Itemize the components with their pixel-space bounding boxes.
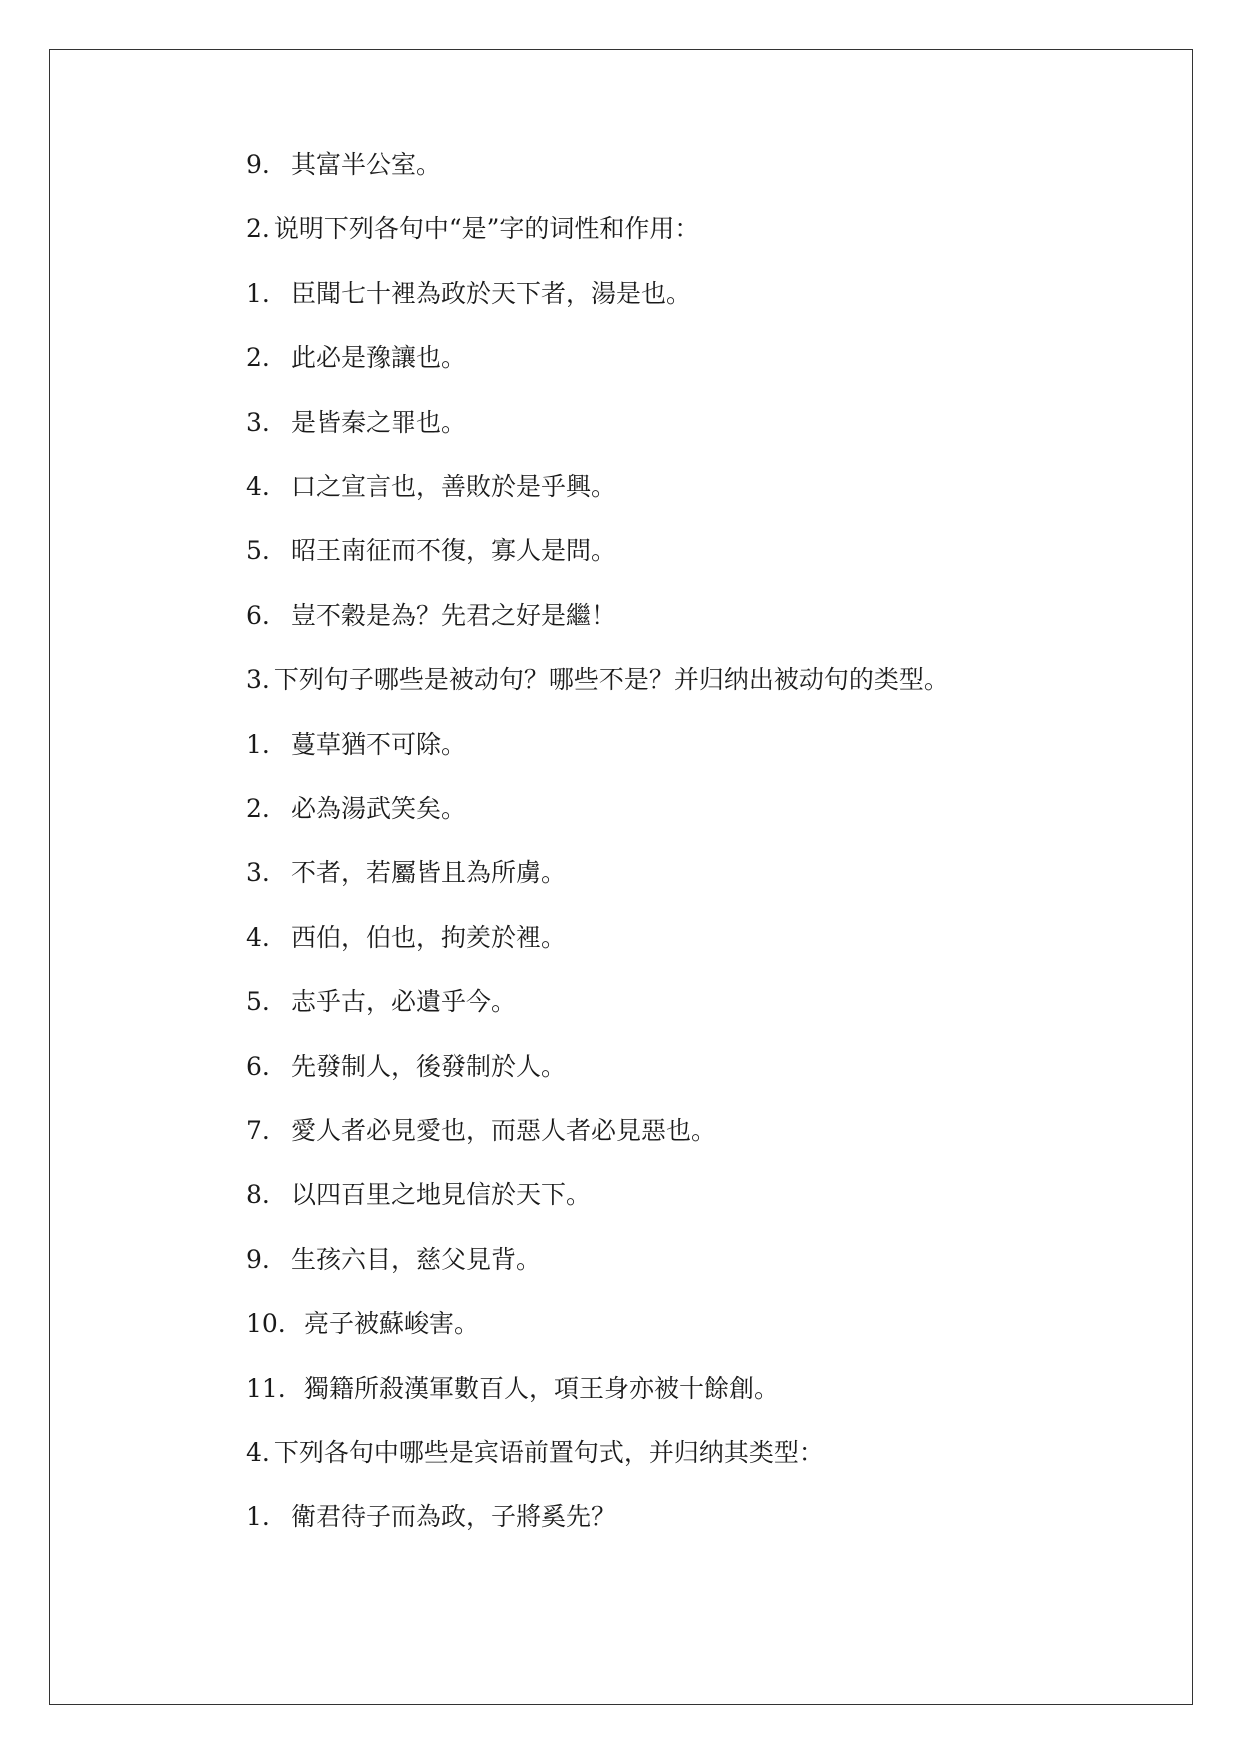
item-text: 西伯，伯也，拘羑於裡。 xyxy=(291,923,567,952)
list-item xyxy=(246,145,441,185)
item-number: 9. xyxy=(246,1245,270,1274)
list-item xyxy=(246,918,566,958)
item-text: 以四百里之地見信於天下。 xyxy=(291,1180,592,1209)
list-item xyxy=(246,853,566,893)
list-item xyxy=(246,1304,479,1344)
item-number: 10. xyxy=(246,1309,286,1338)
item-number: 2. xyxy=(246,343,270,372)
item-text: 豈不穀是為？先君之好是繼！ xyxy=(291,601,617,630)
item-text: 是皆秦之罪也。 xyxy=(291,408,467,437)
list-item xyxy=(246,789,466,829)
list-item xyxy=(246,1497,616,1537)
heading-number: 2. xyxy=(246,214,270,243)
item-text: 生孩六目，慈父見背。 xyxy=(291,1245,542,1274)
section-heading xyxy=(246,1433,824,1473)
page-border xyxy=(49,49,1193,1705)
item-number: 11. xyxy=(246,1374,286,1403)
item-text: 此必是豫讓也。 xyxy=(291,343,467,372)
list-item xyxy=(246,982,516,1022)
list-item xyxy=(246,1369,779,1409)
list-item xyxy=(246,467,616,507)
heading-number: 3. xyxy=(246,665,270,694)
item-number: 3. xyxy=(246,408,270,437)
item-text: 蔓草猶不可除。 xyxy=(291,730,467,759)
item-text: 不者，若屬皆且為所虜。 xyxy=(291,858,567,887)
list-item xyxy=(246,403,466,443)
item-number: 5. xyxy=(246,987,270,1016)
document-body xyxy=(50,50,1192,1704)
item-text: 昭王南征而不復，寡人是問。 xyxy=(291,536,617,565)
item-number: 2. xyxy=(246,794,270,823)
item-number: 8. xyxy=(246,1180,270,1209)
item-number: 6. xyxy=(246,1052,270,1081)
item-number: 5. xyxy=(246,536,270,565)
list-item xyxy=(246,338,466,378)
item-number: 4. xyxy=(246,923,270,952)
item-text: 衛君待子而為政，子將奚先？ xyxy=(291,1502,617,1531)
heading-text: 下列句子哪些是被动句？哪些不是？并归纳出被动句的类型。 xyxy=(273,665,949,694)
item-number: 1. xyxy=(246,1502,270,1531)
list-item xyxy=(246,1240,541,1280)
list-item xyxy=(246,1047,566,1087)
heading-text: 说明下列各句中“是”字的词性和作用： xyxy=(273,214,700,243)
item-text: 志乎古，必遺乎今。 xyxy=(291,987,517,1016)
section-heading xyxy=(246,209,699,249)
list-item xyxy=(246,1111,716,1151)
item-number: 3. xyxy=(246,858,270,887)
item-text: 口之宣言也，善敗於是乎興。 xyxy=(291,472,617,501)
item-text: 先發制人，後發制於人。 xyxy=(291,1052,567,1081)
item-number: 7. xyxy=(246,1116,270,1145)
heading-number: 4. xyxy=(246,1438,270,1467)
list-item xyxy=(246,725,466,765)
item-text: 獨籍所殺漢軍數百人，項王身亦被十餘創。 xyxy=(304,1374,780,1403)
item-text: 臣聞七十裡為政於天下者，湯是也。 xyxy=(291,279,692,308)
list-item xyxy=(246,596,616,636)
list-item xyxy=(246,274,691,314)
item-text: 必為湯武笑矣。 xyxy=(291,794,467,823)
heading-text: 下列各句中哪些是宾语前置句式，并归纳其类型： xyxy=(273,1438,824,1467)
item-number: 1. xyxy=(246,279,270,308)
list-item xyxy=(246,1175,591,1215)
item-number: 9. xyxy=(246,150,270,179)
item-number: 1. xyxy=(246,730,270,759)
item-text: 亮子被蘇峻害。 xyxy=(304,1309,480,1338)
item-text: 愛人者必見愛也，而惡人者必見惡也。 xyxy=(291,1116,717,1145)
section-heading xyxy=(246,660,949,700)
item-number: 6. xyxy=(246,601,270,630)
item-number: 4. xyxy=(246,472,270,501)
list-item xyxy=(246,531,616,571)
item-text: 其富半公室。 xyxy=(291,150,442,179)
